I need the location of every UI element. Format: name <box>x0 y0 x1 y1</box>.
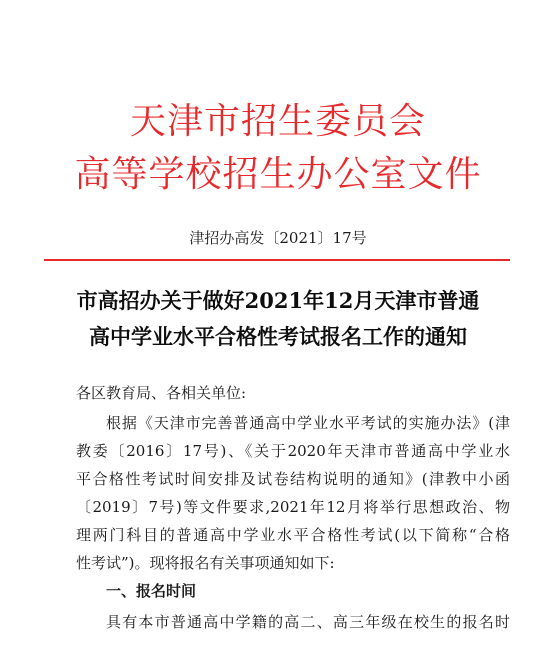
salutation: 各区教育局、各相关单位: <box>76 384 247 402</box>
section-heading: 一、报名时间 <box>106 582 197 600</box>
notice-title-line-1: 市高招办关于做好2021年12月天津市普通 <box>76 288 480 313</box>
paragraph-line: 理两门科目的普通高中学业水平合格性考试(以下简称“合格 <box>76 526 510 544</box>
paragraph-line: 教委〔2016〕17号)、《关于2020年天津市普通高中学业水 <box>76 442 510 460</box>
document-number: 津招办高发〔2021〕17号 <box>189 229 367 247</box>
paragraph-line: 具有本市普通高中学籍的高二、高三年级在校生的报名时 <box>106 613 510 631</box>
paragraph-line: 〔2019〕7号)等文件要求,2021年12月将举行思想政治、物 <box>76 498 510 516</box>
red-divider <box>44 259 510 261</box>
notice-title-line-2: 高中学业水平合格性考试报名工作的通知 <box>89 324 467 349</box>
paragraph-line: 性考试”)。现将报名有关事项通知如下: <box>76 554 335 572</box>
issuer-name-line-1: 天津市招生委员会 <box>129 101 426 142</box>
paragraph-line: 根据《天津市完善普通高中学业水平考试的实施办法》(津 <box>106 414 510 432</box>
issuer-name-line-2: 高等学校招生办公室文件 <box>74 154 482 195</box>
paragraph-line: 平合格性考试时间安排及试卷结构说明的通知》(津教中小函 <box>76 470 510 488</box>
